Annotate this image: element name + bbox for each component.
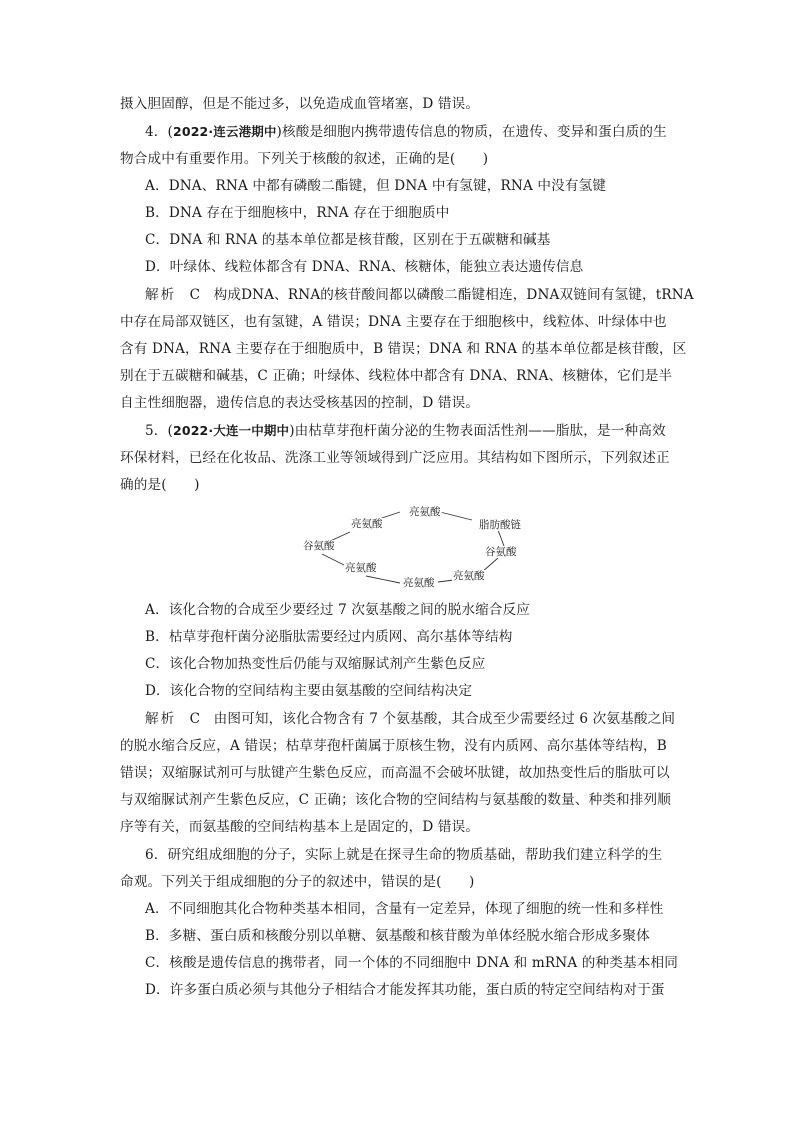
question-4-option-a: A．DNA、RNA 中都有磷酸二酯键，但 DNA 中有氢键，RNA 中没有氢键 [145, 178, 607, 194]
bond-lowerleft-bottom [366, 576, 400, 583]
question-6-option-d: D．许多蛋白质必须与其他分子相结合才能发挥其功能，蛋白质的特定空间结构对于蛋 [145, 982, 665, 998]
analysis-5-line2: 的脱水缩合反应，A 错误；枯草芽孢杆菌属于原核生物，没有内质网、高尔基体等结构，B [120, 738, 667, 754]
analysis-4-line3: 含有 DNA，RNA 主要存在于细胞质中，B 错误；DNA 和 RNA 的基本单位都是核苷酸，区 [120, 341, 687, 357]
question-4-stem-line1 [145, 123, 667, 141]
node-lower-left: 亮氨酸 [345, 562, 377, 574]
node-bottom: 亮氨酸 [403, 577, 435, 589]
question-number: 4．( [145, 124, 173, 140]
question-source: 2022·连云港期中 [173, 124, 277, 139]
analysis-text: 构成DNA、RNA的核苷酸间都以磷酸二酯键相连，DNA双链间有氢键，tRNA [213, 287, 694, 303]
bond-top-upperright [440, 512, 472, 520]
node-left: 谷氨酸 [303, 540, 335, 552]
question-6-stem-line2: 命观。下列关于组成细胞的分子的叙述中，错误的是( ) [120, 874, 475, 890]
question-number: 5．( [145, 423, 173, 439]
node-upper-left: 亮氨酸 [351, 518, 383, 530]
question-4-stem-text: )核酸是细胞内携带遗传信息的物质，在遗传、变异和蛋白质的生 [276, 124, 667, 140]
question-4-option-b: B．DNA 存在于细胞核中，RNA 存在于细胞质中 [145, 205, 450, 221]
node-top: 亮氨酸 [409, 506, 441, 518]
analysis-label: 解析 [145, 711, 177, 727]
question-5-option-c: C．该化合物加热变性后仍能与双缩脲试剂产生紫色反应 [145, 656, 486, 672]
analysis-4-line4: 别在于五碳糖和碱基，C 正确；叶绿体、线粒体中都含有 DNA、RNA、核糖体，它们是半 [120, 368, 673, 384]
analysis-5-line5: 序等有关，而氨基酸的空间结构基本上是固定的，D 错误。 [120, 819, 480, 835]
node-upper-right: 脂肪酸链 [479, 519, 521, 531]
question-5-option-d: D．该化合物的空间结构主要由氨基酸的空间结构决定 [145, 683, 473, 699]
question-5-stem-text: )由枯草芽孢杆菌分泌的生物表面活性剂——脂肽，是一种高效 [289, 423, 666, 439]
lipopeptide-structure-diagram [300, 500, 520, 595]
question-6-stem-line1: 6．研究组成细胞的分子，实际上就是在探寻生命的物质基础，帮助我们建立科学的生 [145, 847, 663, 863]
analysis-label: 解析 [145, 287, 177, 303]
node-right: 谷氨酸 [485, 546, 517, 558]
analysis-4-line5: 自主性细胞器，遗传信息的表达受核基因的控制，D 错误。 [120, 395, 480, 411]
question-5-option-a: A．该化合物的合成至少要经过 7 次氨基酸之间的脱水缩合反应 [145, 602, 531, 618]
question-5-option-b: B．枯草芽孢杆菌分泌脂肽需要经过内质网、高尔基体等结构 [145, 629, 513, 645]
analysis-answer: C [189, 287, 201, 303]
question-5-stem-line1 [145, 422, 666, 440]
question-5-stem-line2: 环保材料，已经在化妆品、洗涤工业等领域得到广泛应用。其结构如下图所示，下列叙述正 [120, 450, 670, 466]
analysis-4-line2: 中存在局部双链区，也有氢键，A 错误；DNA 主要存在于细胞核中，线粒体、叶绿体中也 [120, 314, 667, 330]
analysis-answer: C [189, 711, 201, 727]
analysis-5-line1 [145, 710, 675, 728]
node-lower-right: 亮氨酸 [453, 570, 485, 582]
question-5-stem-line3: 确的是( ) [120, 477, 200, 493]
question-4-option-d: D．叶绿体、线粒体都含有 DNA、RNA、核糖体，能独立表达遗传信息 [145, 259, 584, 275]
analysis-text: 由图可知，该化合物含有 7 个氨基酸，其合成至少需要经过 6 次氨基酸之间 [213, 711, 676, 727]
analysis-4-line1 [145, 286, 694, 304]
bond-upperright-right [498, 530, 504, 546]
analysis-5-line3: 错误；双缩脲试剂可与肽键产生紫色反应，而高温不会破坏肽键，故加热变性后的脂肽可以 [120, 765, 670, 781]
text-continuation: 摄入胆固醇，但是不能过多，以免造成血管堵塞，D 错误。 [120, 96, 480, 112]
question-source: 2022·大连一中期中 [173, 423, 290, 438]
analysis-5-line4: 与双缩脲试剂产生紫色反应，C 正确；该化合物的空间结构与氨基酸的数量、种类和排列顺 [120, 792, 672, 808]
question-6-option-a: A．不同细胞其化合物种类基本相同，含量有一定差异，体现了细胞的统一性和多样性 [145, 901, 664, 917]
question-6-option-c: C．核酸是遗传信息的携带者，同一个体的不同细胞中 DNA 和 mRNA 的种类基本相同 [145, 955, 678, 971]
question-6-option-b: B．多糖、蛋白质和核酸分别以单糖、氨基酸和核苷酸为单体经脱水缩合形成多聚体 [145, 928, 650, 944]
bond-left-lowerleft [322, 554, 346, 566]
question-4-stem-line2: 物合成中有重要作用。下列关于核酸的叙述，正确的是( ) [120, 151, 489, 167]
question-4-option-c: C．DNA 和 RNA 的基本单位都是核苷酸，区别在于五碳糖和碱基 [145, 232, 551, 248]
